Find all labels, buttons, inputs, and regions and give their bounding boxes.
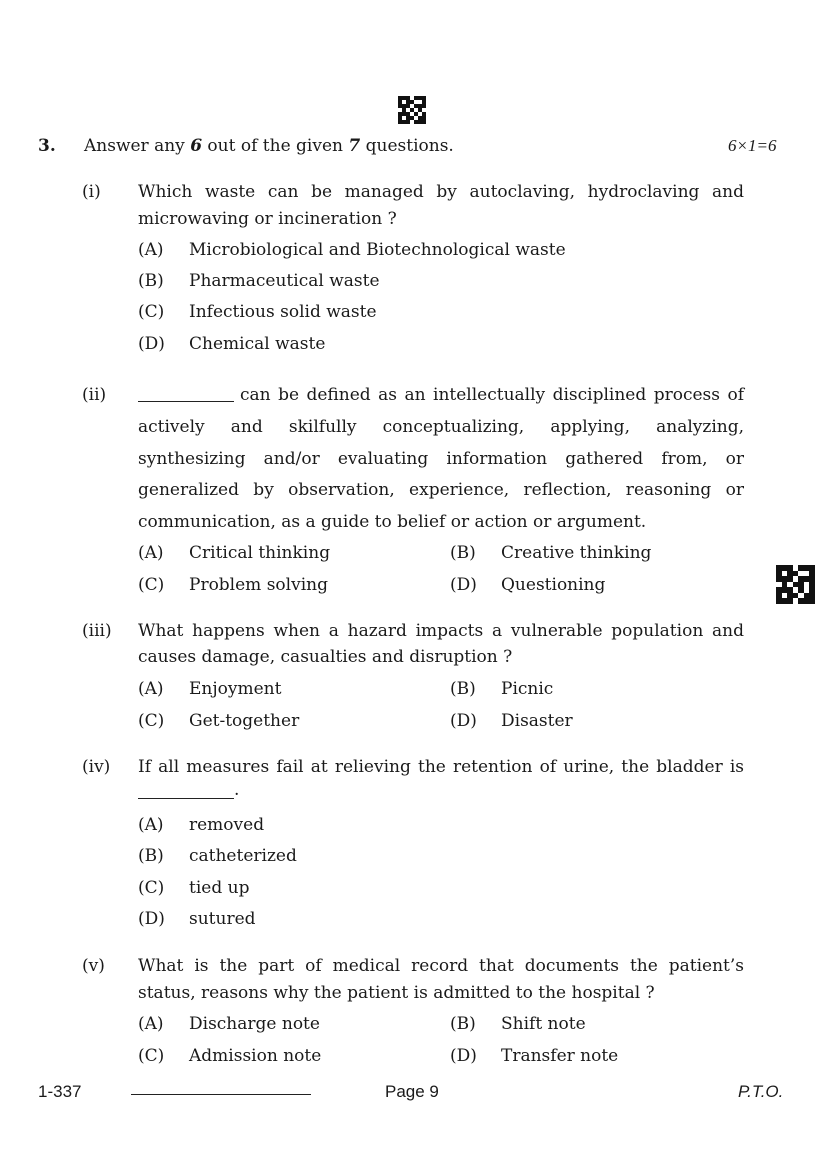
side-qr-code-icon [776, 565, 815, 604]
instruction-pre: Answer any [84, 136, 191, 156]
item-ii-line-1: can be defined as an intellectually disciplined process of [240, 385, 744, 405]
item-ii-option-d-text: Questioning [501, 575, 606, 595]
item-ii-option-a-letter: (A) [138, 543, 164, 563]
question-instruction [84, 136, 454, 156]
item-ii-option-d-letter: (D) [450, 575, 477, 595]
marks-allocation: 6×1=6 [728, 136, 777, 155]
item-iv-option-d-letter: (D) [138, 909, 165, 929]
item-i-option-a-text: Microbiological and Biotechnological waste [189, 240, 566, 260]
item-iii-option-a-letter: (A) [138, 679, 164, 699]
instruction-count-total: 7 [348, 136, 361, 156]
item-iv-option-b-letter: (B) [138, 846, 164, 866]
item-v-option-b-text: Shift note [501, 1014, 586, 1034]
item-number-ii: (ii) [82, 385, 107, 405]
item-i-option-c-text: Infectious solid waste [189, 302, 377, 322]
item-iii-option-a-text: Enjoyment [189, 679, 282, 699]
instruction-count-answer: 6 [190, 136, 203, 156]
item-v-option-a-text: Discharge note [189, 1014, 320, 1034]
item-v-option-c-text: Admission note [189, 1046, 322, 1066]
item-iv-option-c-letter: (C) [138, 878, 165, 898]
item-number-v: (v) [82, 956, 105, 976]
item-i-option-a-letter: (A) [138, 240, 164, 260]
page-number: Page 9 [385, 1082, 439, 1101]
item-ii-option-b-text: Creative thinking [501, 543, 652, 563]
item-v-option-a-letter: (A) [138, 1014, 164, 1034]
item-ii-option-c-text: Problem solving [189, 575, 328, 595]
item-number-iii: (iii) [82, 621, 112, 641]
item-v-option-d-text: Transfer note [501, 1046, 619, 1066]
item-i-line-1: Which waste can be managed by autoclaving, hydroclaving and [138, 182, 744, 202]
instruction-mid: out of the given [202, 136, 349, 156]
item-iv-line-2: . [234, 780, 240, 800]
item-i-option-c-letter: (C) [138, 302, 165, 322]
item-ii-blank [138, 401, 234, 402]
item-ii-line-4: generalized by observation, experience, reflection, reasoning or [138, 480, 744, 500]
item-ii-line-2: actively and skilfully conceptualizing, applying, analyzing, [138, 417, 744, 437]
item-iv-option-d-text: sutured [189, 909, 256, 929]
question-number: 3. [38, 136, 56, 156]
item-iii-option-c-letter: (C) [138, 711, 165, 731]
item-iii-option-d-letter: (D) [450, 711, 477, 731]
item-number-i: (i) [82, 182, 101, 202]
item-v-option-c-letter: (C) [138, 1046, 165, 1066]
footer-divider [131, 1094, 311, 1095]
item-i-option-d-text: Chemical waste [189, 334, 326, 354]
item-iii-option-c-text: Get-together [189, 711, 300, 731]
item-iii-option-b-letter: (B) [450, 679, 476, 699]
item-v-line-2: status, reasons why the patient is admitted to the hospital ? [138, 983, 655, 1003]
item-i-option-d-letter: (D) [138, 334, 165, 354]
item-ii-line-5: communication, as a guide to belief or action or argument. [138, 512, 647, 532]
top-qr-code-icon [398, 96, 426, 124]
item-iv-option-c-text: tied up [189, 878, 250, 898]
item-v-option-b-letter: (B) [450, 1014, 476, 1034]
item-iv-option-b-text: catheterized [189, 846, 297, 866]
item-iii-option-d-text: Disaster [501, 711, 573, 731]
item-iv-option-a-letter: (A) [138, 815, 164, 835]
item-ii-option-b-letter: (B) [450, 543, 476, 563]
item-i-line-2: microwaving or incineration ? [138, 209, 397, 229]
item-iii-option-b-text: Picnic [501, 679, 554, 699]
item-i-option-b-text: Pharmaceutical waste [189, 271, 380, 291]
item-number-iv: (iv) [82, 757, 111, 777]
pto-label: P.T.O. [738, 1082, 784, 1101]
item-v-line-1: What is the part of medical record that documents the patient’s [138, 956, 744, 976]
paper-code: 1-337 [38, 1082, 82, 1101]
item-iv-blank [138, 798, 234, 799]
item-ii-option-c-letter: (C) [138, 575, 165, 595]
item-iii-line-1: What happens when a hazard impacts a vulnerable population and [138, 621, 744, 641]
item-ii-line-3: synthesizing and/or evaluating information gathered from, or [138, 449, 744, 469]
item-iv-option-a-text: removed [189, 815, 265, 835]
item-iii-line-2: causes damage, casualties and disruption ? [138, 647, 513, 667]
item-i-option-b-letter: (B) [138, 271, 164, 291]
instruction-post: questions. [360, 136, 454, 156]
item-v-option-d-letter: (D) [450, 1046, 477, 1066]
item-ii-option-a-text: Critical thinking [189, 543, 331, 563]
item-iv-line-1: If all measures fail at relieving the retention of urine, the bladder is [138, 757, 744, 777]
